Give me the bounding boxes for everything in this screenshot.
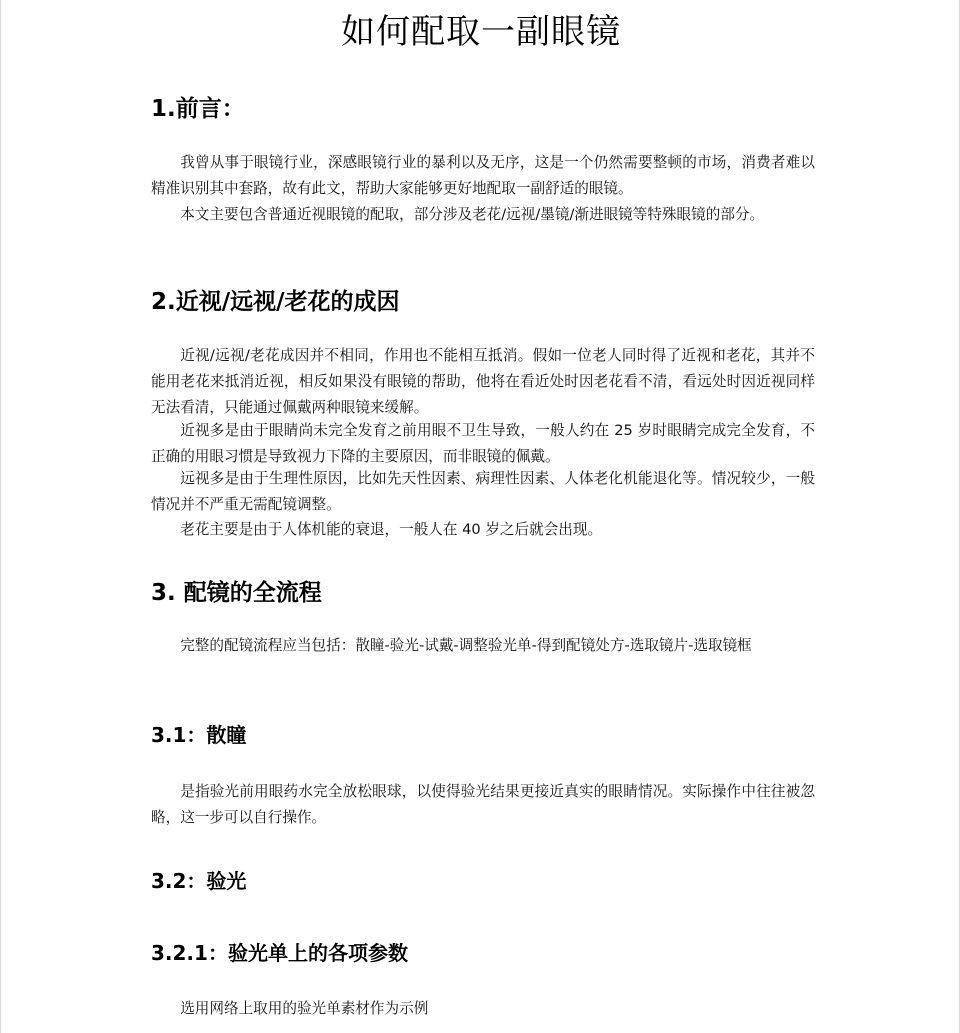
paragraph: 是指验光前用眼药水完全放松眼球，以使得验光结果更接近真实的眼睛情况。实际操作中往往被忽略，这一步可以自行操作。 <box>151 783 815 826</box>
paragraph: 远视多是由于生理性原因，比如先天性因素、病理性因素、人体老化机能退化等。情况较少，一般情况并不严重无需配镜调整。 <box>151 470 815 513</box>
paragraph: 本文主要包含普通近视眼镜的配取，部分涉及老花/远视/墨镜/渐进眼镜等特殊眼镜的部分。 <box>180 206 765 223</box>
paragraph: 近视/远视/老花成因并不相同，作用也不能相互抵消。假如一位老人同时得了近视和老花，其并不能用老花来抵消近视，相反如果没有眼镜的帮助，他将在看近处时因老花看不清，看远处时因近视同样无法看清，只能通过佩戴两种眼镜来缓解。 <box>151 347 815 416</box>
paragraph: 老花主要是由于人体机能的衰退，一般人在 40 岁之后就会出现。 <box>180 521 603 538</box>
document-title: 如何配取一副眼镜 <box>341 12 621 52</box>
subsection-heading-refraction: 3.2：验光 <box>151 869 247 893</box>
paragraph: 选用网络上取用的验光单素材作为示例 <box>180 1000 429 1017</box>
paragraph: 我曾从事于眼镜行业，深感眼镜行业的暴利以及无序，这是一个仍然需要整顿的市场，消费者难以精准识别其中套路，故有此文，帮助大家能够更好地配取一副舒适的眼镜。 <box>151 154 815 197</box>
subsection-heading-prescription-params: 3.2.1：验光单上的各项参数 <box>151 941 408 965</box>
section-heading-process: 3. 配镜的全流程 <box>151 580 322 606</box>
paragraph: 近视多是由于眼睛尚未完全发育之前用眼不卫生导致，一般人约在 25 岁时眼睛完成完全发育，不正确的用眼习惯是导致视力下降的主要原因，而非眼镜的佩戴。 <box>151 422 815 465</box>
section-heading-causes: 2.近视/远视/老花的成因 <box>151 289 400 315</box>
paragraph: 完整的配镜流程应当包括：散瞳-验光-试戴-调整验光单-得到配镜处方-选取镜片-选取镜框 <box>180 637 752 654</box>
subsection-heading-dilation: 3.1：散瞳 <box>151 723 247 747</box>
section-heading-preface: 1.前言： <box>151 96 245 122</box>
